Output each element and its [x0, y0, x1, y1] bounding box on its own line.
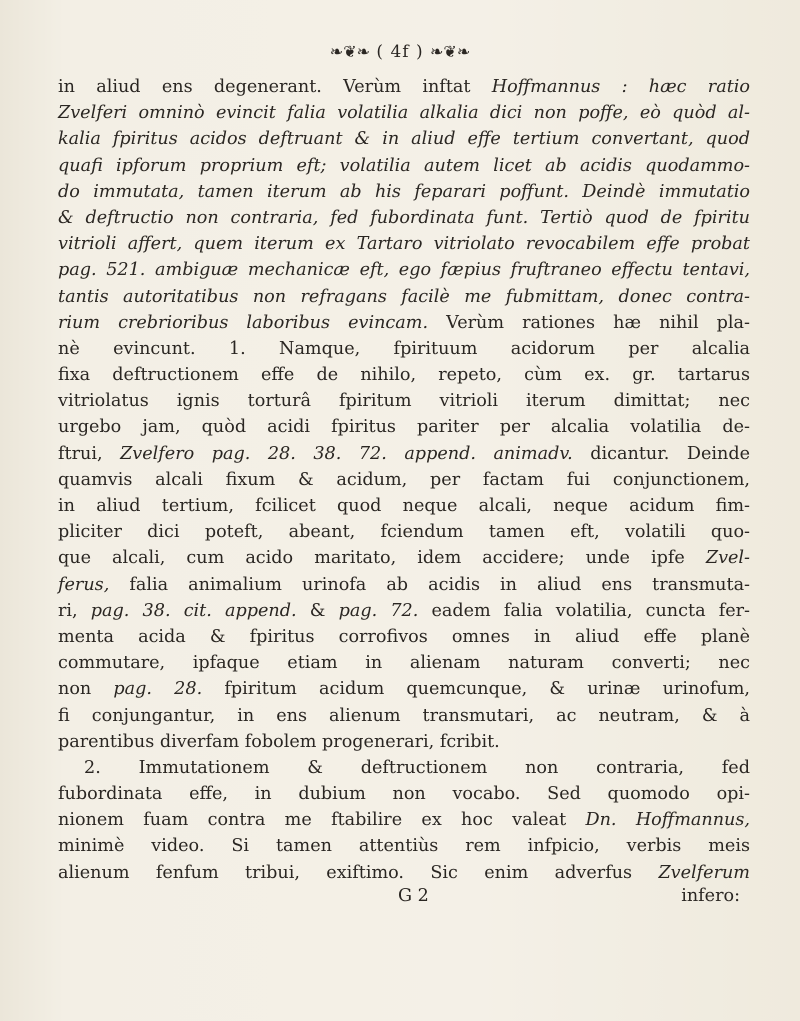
text-segment: in aliud ens degenerant. Verùm inftat [58, 77, 492, 97]
page-number: ( 4f ) [376, 42, 424, 62]
text-line [58, 598, 750, 624]
italic-segment: & deftructio non contraria, fed fubordinata funt. Tertiò quod de fpiritu [58, 207, 750, 228]
text-line [58, 729, 750, 755]
text-line [58, 755, 750, 781]
italic-segment: Zvelfero pag. 28. 38. 72. append. animadv. [120, 443, 573, 464]
text-segment: Verùm rationes hæ nihil pla- [428, 312, 750, 333]
text-segment: pliciter dici poteft, abeant, fciendum tamen eft, volatili quo- [58, 522, 750, 543]
text-line [58, 572, 750, 598]
text-line [58, 467, 750, 493]
signature-mark: G 2 [398, 886, 429, 906]
text-line [58, 388, 750, 414]
text-segment: alienum fenfum tribui, exiftimo. Sic enim adverfus [58, 862, 659, 883]
text-line [58, 336, 750, 362]
text-line [58, 676, 750, 702]
text-segment: menta acida & fpiritus corrofivos omnes in aliud effe planè [58, 626, 750, 647]
text-line [58, 231, 750, 257]
italic-segment: pag. 521. ambiguæ mechanicæ eft, ego fæpius fruftraneo effectu tentavi, [58, 260, 750, 281]
italic-segment: Dn. Hoffmannus, [585, 810, 751, 831]
text-line [58, 860, 750, 886]
text-line [58, 153, 750, 179]
text-line [58, 100, 750, 126]
italic-segment: quafi ipforum proprium eft; volatilia autem licet ab acidis quodammo- [58, 155, 750, 176]
text-segment: minimè video. Si tamen attentiùs rem infpicio, verbis meis [58, 836, 750, 857]
text-line [58, 414, 750, 440]
text-segment: dicantur. Deinde [572, 443, 750, 464]
italic-segment: tantis autoritatibus non refragans facilè me fubmittam, donec contra- [58, 286, 750, 307]
text-segment: eadem falia volatilia, cuncta fer- [418, 600, 750, 621]
italic-segment: pag. 38. cit. append. [90, 600, 297, 621]
text-segment: 2. Immutationem & deftructionem non contraria, fed [84, 757, 750, 778]
text-segment: & [296, 600, 339, 621]
italic-segment: ferus, [58, 574, 110, 595]
text-segment: non [58, 679, 114, 700]
text-line [58, 257, 750, 283]
ornament-right: ❧❦❧ [430, 42, 471, 61]
text-line [58, 179, 750, 205]
text-segment: vitriolatus ignis torturâ fpiritum vitrioli iterum dimittat; nec [58, 391, 750, 412]
text-line [58, 126, 750, 152]
text-line [58, 441, 750, 467]
italic-segment: rium crebrioribus laboribus evincam. [58, 312, 429, 333]
text-line [58, 74, 750, 100]
italic-segment: do immutata, tamen iterum ab his feparari poffunt. Deindè immutatio [58, 181, 750, 202]
text-segment: quamvis alcali fixum & acidum, per factam fui conjunctionem, [58, 469, 750, 490]
italic-segment: pag. 28. [113, 679, 203, 700]
text-segment: nè evincunt. 1. Namque, fpirituum acidorum per alcalia [58, 338, 750, 359]
italic-segment: Zvelferi omninò evincit falia volatilia alkalia dici non poffe, eò quòd al- [58, 103, 750, 124]
italic-segment: pag. 72. [338, 600, 419, 621]
text-line [58, 493, 750, 519]
text-line [58, 284, 750, 310]
ornament-left: ❧❦❧ [329, 42, 370, 61]
page-footer [58, 886, 750, 912]
italic-segment: Zvel- [705, 548, 750, 569]
text-segment: urgebo jam, quòd acidi fpiritus pariter per alcalia volatilia de- [58, 417, 750, 438]
text-line [58, 362, 750, 388]
text-segment: nionem fuam contra me ftabilire ex hoc valeat [58, 810, 586, 831]
running-header [0, 42, 800, 62]
text-line [58, 545, 750, 571]
italic-segment: Hoffmannus : hæc ratio [491, 77, 750, 97]
text-line [58, 833, 750, 859]
text-line [58, 624, 750, 650]
italic-segment: vitrioli affert, quem iterum ex Tartaro vitriolato revocabilem effe probat [58, 234, 750, 255]
text-segment: fixa deftructionem effe de nihilo, repeto, cùm ex. gr. tartarus [58, 365, 750, 386]
text-line [58, 703, 750, 729]
text-segment: in aliud tertium, fcilicet quod neque alcali, neque acidum fim- [58, 496, 750, 516]
text-line [58, 205, 750, 231]
text-segment: falia animalium urinofa ab acidis in aliud ens transmuta- [109, 574, 750, 595]
text-line [58, 650, 750, 676]
text-segment: fpiritum acidum quemcunque, & urinæ urinofum, [202, 679, 750, 700]
text-segment: fi conjungantur, in ens alienum transmutari, ac neutram, & à [58, 705, 750, 726]
text-segment: parentibus diverfam fobolem progenerari, fcribit. [58, 731, 500, 752]
catchword: infero: [681, 886, 740, 906]
text-line [58, 781, 750, 807]
italic-segment: kalia fpiritus acidos deftruant & in aliud effe tertium convertant, quod [58, 129, 750, 150]
text-segment: ftrui, [58, 443, 121, 464]
text-segment: commutare, ipfaque etiam in alienam naturam converti; nec [58, 653, 750, 674]
text-line [58, 310, 750, 336]
text-line [58, 519, 750, 545]
text-segment: ri, [58, 600, 91, 621]
italic-segment: Zvelferum [658, 862, 750, 883]
text-segment: fubordinata effe, in dubium non vocabo. Sed quomodo opi- [58, 784, 750, 805]
body-text [58, 74, 750, 886]
text-line [58, 807, 750, 833]
text-segment: que alcali, cum acido maritato, idem accidere; unde ipfe [58, 548, 706, 569]
